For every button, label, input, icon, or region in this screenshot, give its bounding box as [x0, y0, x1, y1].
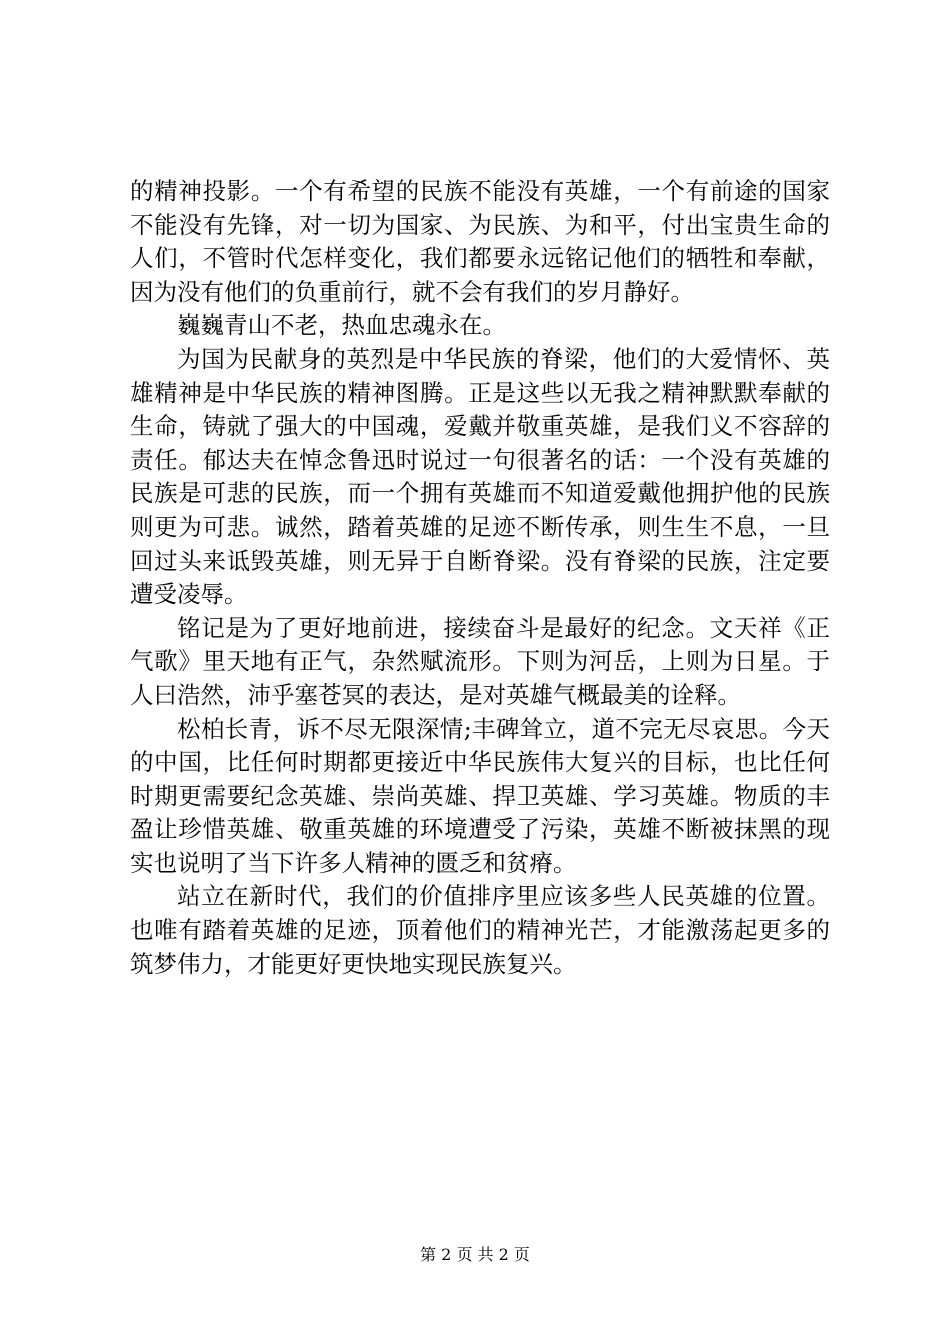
- paragraph: 巍巍青山不老，热血忠魂永在。: [177, 311, 506, 340]
- document-body: [130, 175, 830, 981]
- paragraph: 的精神投影。一个有希望的民族不能没有英雄，一个有前途的国家不能没有先锋，对一切为国家、为民族、为和平，付出宝贵生命的人们，不管时代怎样变化，我们都要永远铭记他们的牺牲和奉献，因为没有他们的负重前行，就不会有我们的岁月静好。: [130, 177, 830, 306]
- page-footer: [0, 1245, 950, 1265]
- page-number-label: 第 2 页 共 2 页: [420, 1245, 530, 1264]
- paragraph: 松柏长青，诉不尽无限深情;丰碑耸立，道不完无尽哀思。今天的中国，比任何时期都更接近中华民族伟大复兴的目标，也比任何时期更需要纪念英雄、崇尚英雄、捍卫英雄、学习英雄。物质的丰盈让珍惜英雄、敬重英雄的环境遭受了污染，英雄不断被抹黑的现实也说明了当下许多人精神的匮乏和贫瘠。: [130, 714, 830, 877]
- paragraph: 站立在新时代，我们的价值排序里应该多些人民英雄的位置。也唯有踏着英雄的足迹，顶着他们的精神光芒，才能激荡起更多的筑梦伟力，才能更好更快地实现民族复兴。: [130, 882, 830, 978]
- paragraph: 为国为民献身的英烈是中华民族的脊梁，他们的大爱情怀、英雄精神是中华民族的精神图腾。正是这些以无我之精神默默奉献的生命，铸就了强大的中国魂，爱戴并敬重英雄，是我们义不容辞的责任。郁达夫在悼念鲁迅时说过一句很著名的话：一个没有英雄的民族是可悲的民族，而一个拥有英雄而不知道爱戴他拥护他的民族则更为可悲。诚然，踏着英雄的足迹不断传承，则生生不息，一旦回过头来诋毁英雄，则无异于自断脊梁。没有脊梁的民族，注定要遭受凌辱。: [130, 344, 830, 609]
- paragraph: 铭记是为了更好地前进，接续奋斗是最好的纪念。文天祥《正气歌》里天地有正气，杂然赋流形。下则为河岳，上则为日星。于人曰浩然，沛乎塞苍冥的表达，是对英雄气概最美的诠释。: [130, 613, 830, 709]
